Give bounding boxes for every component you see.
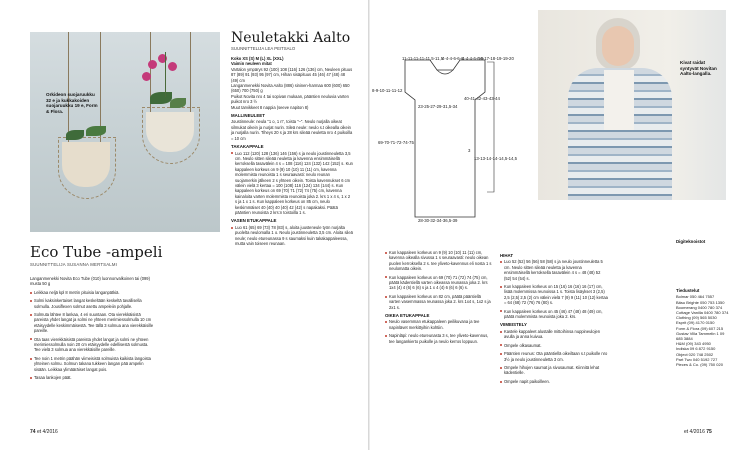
label-shoulder-right: 4-4-4-6-6-6 — [462, 56, 484, 61]
label-shoulder-mid: 4-4-4-6-6-6 — [442, 56, 464, 61]
article-title: Eco Tube -ampeli — [30, 243, 163, 261]
page-folio-left: 74 et 4/2016 — [30, 429, 58, 435]
retailer-item: Pieces & Co. (09) 750 020 — [676, 362, 723, 368]
model-face — [602, 26, 634, 66]
section-heading: VIIMEISTELY — [500, 322, 527, 328]
retailers-heading-2: Tiedustelut — [676, 288, 700, 294]
retailer-item: Boomerang 0400 780 374 — [676, 304, 723, 310]
label-armhole: 8-9-10-11-11-12 — [372, 88, 403, 93]
step-4: Ota taas vierekkäisistä pareista yhdet langat ja solmi ne yhteen merimiessolmulla noin 20 cm etäisyydelle edellisestä solmusta. Tee vielä 3 solmua ana vierekkäisille pareille. — [30, 337, 155, 353]
label-bottom-width: 28-30-32-34-36,5-39 — [418, 218, 458, 223]
section-heading: MALLINEULEET — [231, 113, 265, 119]
measurements: Vartalon ympärys 92 (100) 108 (116) 126 (136) cm, Neuleen pituus 87 (89) 91 (93) 95 (97) cm, Hihan sisäpituus 45 (46) 47 (48) 48 (49) cm — [231, 66, 353, 83]
needles: Puikot Novita nro 4 tai sopivan mukaan, pääntien neuluvia varten puikot nro 3 ½ — [231, 93, 349, 105]
yarn: Langanmenekki Novita Aalto (886) sininen-harmaa 600 (600) 650 (650) 700 (750) g — [231, 83, 350, 94]
retailer-item: Form & Flora (09) 607 215 — [676, 325, 724, 331]
materials-text: Langanmenekki Novita Eco Tube (010) luonnonvalkoinen tai (099) musta 50 g — [30, 276, 150, 287]
label-sleeve-cap: 40-41-42-43-43-44 — [464, 96, 500, 101]
white-top — [604, 70, 634, 130]
label-shoulder-left: 11-11-11-11-11,5-11,5 — [402, 56, 444, 61]
cardigan-instructions — [231, 56, 353, 249]
cardigan-title: Neuletakki Aalto — [231, 30, 351, 46]
retailer-item: H&M (09) 343 4950 — [676, 341, 711, 347]
section-heading: HIHAT — [500, 253, 514, 258]
section-heading: OIKEA ETUKAPPALE — [385, 313, 430, 319]
photo-caption: Orkideon suojaruukku 32 e ja kukkakoiden suojaruukku 19 e, Form & Flora. — [46, 92, 98, 114]
retailer-item: Bäsu Brighte 050 753 1350 — [676, 299, 725, 305]
pattern-text: Joustinneule: neula "1 o, 1 n", toista "–". Neulo nurjalla oikeat silmukat oikein ja nurjat nurin. Sileä neule: neulo s.t oikealla oikein ja nurjalla nurin. Tiheys 20 s ja 28 krs sileää neuletta nro 4 puikoilla = 10 cm — [231, 119, 353, 141]
step-1: Leikkaa neljä kpl 8 metrin pituisia langanpätkiä. — [30, 290, 155, 295]
label-sleeve-top: 16-17-18-19-19-20 — [478, 56, 514, 61]
label-hem: 3 — [468, 148, 471, 153]
right-column-1: Kun kappaleen korkeus on 9 (9) 10 (10) 11 (11) cm, kavenna oikealla sivussa 1 s seuraavasti: neulo oikean puolen kerroksella 2 s. tee yliveto-kavennus eli nosta 1 s neulomatta oikein. Kun kappaleen korkeus on 69 (70) 71 (72) 74 (75) cm, päätä kädentiellä varten oikeassa reunassa joka 2. krs 1x4 (4) 4 (6) 6 (6) s ja 1 x 4 (4) 6 (6) 6 (6) s. Kun kappaleen korkeus on 82 cm, päätä pääntiellä varten vasemmassa reunassa joka 2. krs 1x4 s, 1x2 s ja 2x1 s. OIKEA ETUKAPPALE Neulo vasemman etukappaleen peilikuvana ja tee napinlävet merkittyihin kohtiin. Napinläpi: neulo etureunasta 3 s, tee yliveto-kavennus, tee langankierto puikolle ja neulo kerros loppuun. — [385, 250, 492, 344]
retailer-item: Gustav Villa Tammelin 1 09 685 3884 — [676, 330, 725, 342]
retailer-item: Indiska 09 6 872 9150 — [676, 346, 716, 352]
section-heading: VASEN ETUKAPPALE — [231, 218, 277, 224]
retailer-item: Object 020 748 2502 — [676, 351, 714, 357]
section-heading: TAKAKAPPALE — [231, 144, 264, 150]
step-2: Solmi kaksinkertaiset langat keskeltään keskeltä tavallisella solmulla. Jousiflexen solmut asettu ampeleiin pohjalle. — [30, 298, 155, 309]
label-neck: 23-25-27-29-31,5-34 — [418, 104, 458, 109]
step-6: Tasaa lankojen päät. — [30, 375, 155, 380]
retailer-item: Esprit (09) 4170 0150 — [676, 320, 715, 326]
retailers-heading: Digiteknoistot — [676, 239, 706, 244]
back-text: Luo 112 (120) 128 (136) 146 (156) s ja neulo joustinneuletta 3,5 cm. Neulo sitten sileää neuletta ja kavenna ensimmäisellä kerroksella tasavälein 4 s = 108 (116) 124 (132) 142 (152) s. Kun kappaleen korkeus on 9 (9) 10 (10) 11 (11) cm, kavenna molemmista reunoista 1 s seuraavasti: neulo reunan suojamerkin jälkeen 2 s yhteen oikein. Toista kavennukset 6 cm välein vielä 3 kertaa = 100 (108) 116 (124) 134 (144) s. Kun kappaleen korkeus on 69 (70) 71 (72) 74 (75) cm, kavenna kainaloita varten molemmista reunoista joka 2. krs 1 x 4 s, 1 x 2 s ja 1 x 1 s. Kun kappaleen korkeus on 85 cm, neulo keskimmäiset 40 (40) 40 (40) 42 (42) s napakaksi. Päätä pääntien reunoista 2 krs:n toistoilla 1 s. — [231, 151, 353, 216]
size-note: Vaimin neuleen mitat — [231, 61, 272, 67]
label-cuff: 13-13-14-14-14,5-14,5 — [474, 156, 517, 161]
right-column-2: HIHAT Luo 52 (52) 56 (56) 58 (58) s ja neulo joustinneuletta 5 cm. Neulo sitten sileää neuletta ja kavenna ensimmäisellä kerroksella tasavälein 4 s = 48 (48) 52 (52) 54 (54) s. Kun kappaleen korkeus on 15 (16) 16 (16) 16 (17) cm, lisää molemmissa reunoissa 1 s. Toista lisäykset 3 (2,5) 2,5 (2,5) 2,5 (2) cm välein vielä 7 (9) 9 (11) 10 (12) kertaa = 64 (68) 72 (76) 76 (80) s. Kun kappaleen korkeus on 45 (46) 47 (48) 48 (49) cm, päätä molemmista reunoista joka 2. krs. VIIMEISTELY Kastele kappaleet alustalle mittoihinsa nuppineulojen avulla ja anna kuivua. Ompele olkasaumat. Pääntien reunus: Ota pääntiellä oikeiltaan s.t puikolle nro 3½ ja neulo joustinneuletta 3 cm. Ompele hihojen saumat ja sivusaumat. Kiinnitä lehat kädentielle. Ompele napit paikoilleen. — [500, 253, 608, 384]
instructions-column — [30, 276, 155, 384]
page-folio-right: et 4/2016 75 — [684, 429, 712, 435]
step-3: Solmuta lähtee 8 lankaa, 4 eri suuntaan. Ota vierekkäisistä pareista yhdet langat ja solmi ne yhteen merimiessolmulla 10 cm etäisyydelle keskimmäisestä. Tee tällä 3 solmua ana vierekkäisille pareille. — [30, 312, 155, 334]
page-gutter — [368, 0, 370, 450]
hanging-plant-photo — [30, 32, 220, 232]
retailer-item: Clothing (09) 565 5030 — [676, 315, 717, 321]
cardigan-designer: SUUNNITTELIJA LEA PEITSALO — [231, 46, 296, 51]
retailer-item: Cottage Vanilla 0400 780 374 — [676, 310, 729, 316]
photo-caption: Kivat raidat syntyvät Novitan Aalto-langalla. — [680, 60, 717, 77]
retailer-list — [676, 236, 732, 367]
label-length: 69-70-71-72-74-75 — [378, 140, 414, 145]
designer-credit: SUUNNITTELIJA SUSANNA MERTSALMI — [30, 262, 118, 267]
retailer-item: Bolmar 050 464 7557 — [676, 294, 715, 300]
size-line: Koko XS (S) M (L) XL (XXL) — [231, 56, 284, 61]
step-5: Tee noin 1 metrin päähän viimeisistä solmuista kaikista langoista yhteinen solmu. Solmun takana tukkeen langan pää ampelin sisään. Leikkaa ylimääräiset langat pois. — [30, 356, 155, 372]
notions: Muut tarvikkeet 8 nappia (seeve napiton 8) — [231, 104, 309, 110]
model-photo — [538, 10, 726, 200]
retailer-item: Part Two 040 5192 727 — [676, 356, 718, 362]
left-front-text: Luo 61 (65) 69 (73) 78 (83) s, aloita juusteneule työn nurjalta puolelta neulomalla 1 o. Neulo joustinneuletta 3,5 cm. Aloita sileä neule; neulo etureunassa 9 s saumaksi kuin takakappaleessa, mutta vain toiseen reunaan. — [231, 225, 353, 247]
